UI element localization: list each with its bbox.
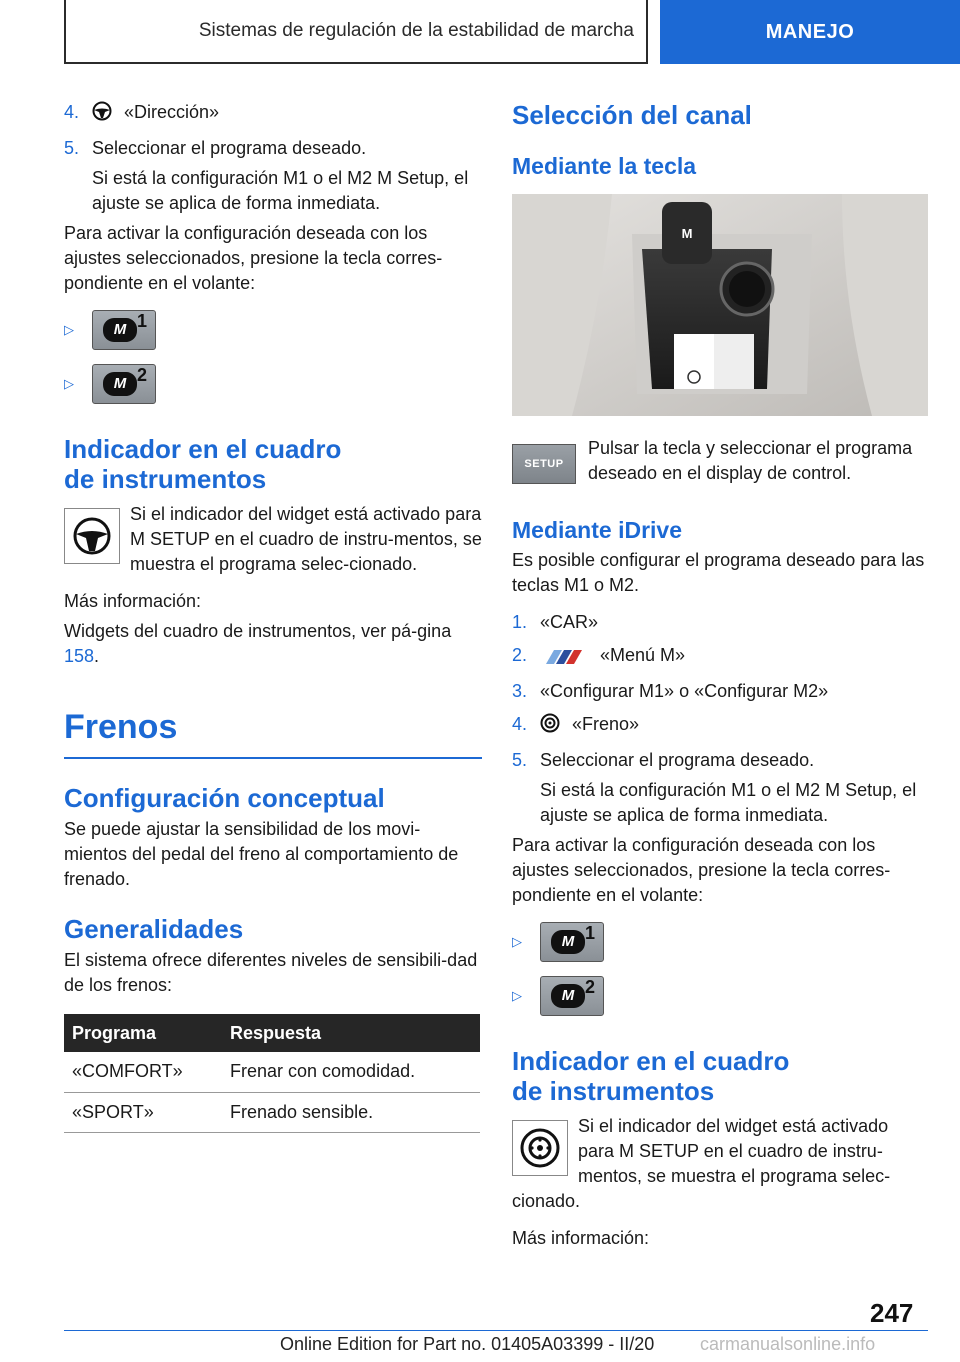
chapter-title: MANEJO — [765, 20, 855, 43]
bullet-m1-key — [512, 922, 928, 962]
setup-key-block — [512, 436, 928, 486]
heading-key: Mediante la tecla — [512, 153, 697, 179]
bullet-m1-key — [64, 310, 482, 350]
setup-key-text: Pulsar la tecla y seleccionar el programa deseado en el display de control. — [588, 438, 913, 483]
triangle-bullet-icon: ▷ — [512, 988, 522, 1003]
step-text: «Configurar M1» o «Configurar M2» — [540, 681, 829, 701]
bullet-m2-key — [512, 976, 928, 1016]
m1-key-icon: M 1 — [92, 310, 156, 350]
step-text: Seleccionar el programa deseado. — [92, 138, 367, 158]
steering-wheel-icon — [92, 101, 112, 128]
step-5-detail: Si está la configuración M1 o el M2 M Setup, el ajuste se aplica de forma inmediata. — [92, 168, 469, 213]
heading-channel: Selección del canal — [512, 100, 752, 130]
table-row — [64, 1052, 480, 1092]
programs-table — [64, 1014, 480, 1133]
setup-key-icon: SETUP — [512, 444, 576, 484]
table-header-row — [64, 1014, 480, 1052]
step-5 — [64, 136, 482, 161]
indicator-block — [64, 502, 482, 577]
step-number: 2. — [512, 645, 528, 665]
step-3 — [512, 679, 928, 704]
page-number: 247 — [870, 1298, 914, 1328]
step-text: Seleccionar el programa deseado. — [540, 750, 815, 770]
brake-icon — [512, 1120, 568, 1176]
step-text: «Menú M» — [600, 645, 686, 665]
step-text: «Freno» — [572, 714, 640, 734]
triangle-bullet-icon: ▷ — [64, 376, 74, 391]
heading-rule — [64, 757, 482, 759]
general-text: El sistema ofrece diferentes niveles de sensibili‐dad de los frenos: — [64, 950, 478, 995]
idrive-text: Es posible configurar el programa deseado para las teclas M1 o M2. — [512, 550, 925, 595]
footer-edition: Online Edition for Part no. 01405A03399 - II/20 — [280, 1334, 655, 1354]
m-stripes-icon — [540, 646, 588, 671]
step-5-detail: Si está la configuración M1 o el M2 M Setup, el ajuste se aplica de forma inmediata. — [540, 780, 917, 825]
brake-icon — [540, 713, 560, 740]
step-number: 3. — [512, 681, 528, 701]
table-header: Respuesta — [222, 1014, 480, 1052]
step-1 — [512, 610, 928, 635]
m2-key-icon: M 2 — [92, 364, 156, 404]
table-cell: «SPORT» — [64, 1092, 222, 1132]
m1-key-icon: M 1 — [540, 922, 604, 962]
more-info-label: Más información: — [512, 1228, 650, 1248]
config-text: Se puede ajustar la sensibilidad de los movi‐mientos del pedal del freno al comportamiento de frenado. — [64, 819, 459, 889]
center-console-photo — [512, 194, 928, 416]
step-4 — [64, 100, 482, 128]
heading-indicator: Indicador en el cuadro de instrumentos — [512, 1046, 790, 1106]
step-4 — [512, 712, 928, 740]
table-cell: «COMFORT» — [64, 1052, 222, 1092]
more-info-label: Más información: — [64, 591, 202, 611]
steering-wheel-icon — [64, 508, 120, 564]
triangle-bullet-icon: ▷ — [64, 322, 74, 337]
heading-indicator: Indicador en el cuadro de instrumentos — [64, 434, 342, 494]
step-text: «Dirección» — [124, 102, 220, 122]
indicator-block — [512, 1114, 928, 1214]
page-link[interactable]: 158 — [64, 646, 95, 666]
step-text: «CAR» — [540, 612, 599, 632]
activation-paragraph: Para activar la configuración deseada con los ajustes seleccionados, presione la tecla corres‐pondiente en el volante: — [512, 835, 891, 905]
footer-rule — [64, 1330, 928, 1331]
indicator-text: Si el indicador del widget está activado para M SETUP en el cuadro de instru‐mentos, se muestra el programa selec‐cionado. — [512, 1116, 891, 1211]
step-number: 4. — [512, 714, 528, 734]
svg-text:M: M — [681, 226, 693, 241]
right-column — [512, 100, 928, 1251]
header-chapter-tab[interactable] — [660, 0, 960, 64]
triangle-bullet-icon: ▷ — [512, 934, 522, 949]
heading-general: Generalidades — [64, 914, 244, 944]
heading-frenos: Frenos — [64, 708, 178, 746]
table-header: Programa — [64, 1014, 222, 1052]
section-title: Sistemas de regulación de la estabilidad de marcha — [198, 20, 634, 41]
heading-config: Configuración conceptual — [64, 783, 385, 813]
table-cell: Frenar con comodidad. — [222, 1052, 480, 1092]
step-number: 5. — [64, 138, 80, 158]
watermark: carmanualsonline.info — [700, 1334, 876, 1354]
left-column — [64, 100, 482, 1133]
heading-idrive: Mediante iDrive — [512, 517, 682, 543]
step-number: 5. — [512, 750, 528, 770]
bullet-m2-key — [64, 364, 482, 404]
step-2 — [512, 643, 928, 671]
step-number: 1. — [512, 612, 528, 632]
m2-key-icon: M 2 — [540, 976, 604, 1016]
indicator-text: Si el indicador del widget está activado para M SETUP en el cuadro de instru‐mentos, se muestra el programa selec‐cionado. — [130, 504, 482, 574]
step-5 — [512, 748, 928, 773]
header-section-title — [64, 0, 648, 64]
widgets-reference: Widgets del cuadro de instrumentos, ver pá‐gina 158. — [64, 621, 452, 666]
step-number: 4. — [64, 102, 80, 122]
table-row — [64, 1092, 480, 1132]
activation-paragraph: Para activar la configuración deseada con los ajustes seleccionados, presione la tecla corres‐pondiente en el volante: — [64, 223, 443, 293]
table-cell: Frenado sensible. — [222, 1092, 480, 1132]
